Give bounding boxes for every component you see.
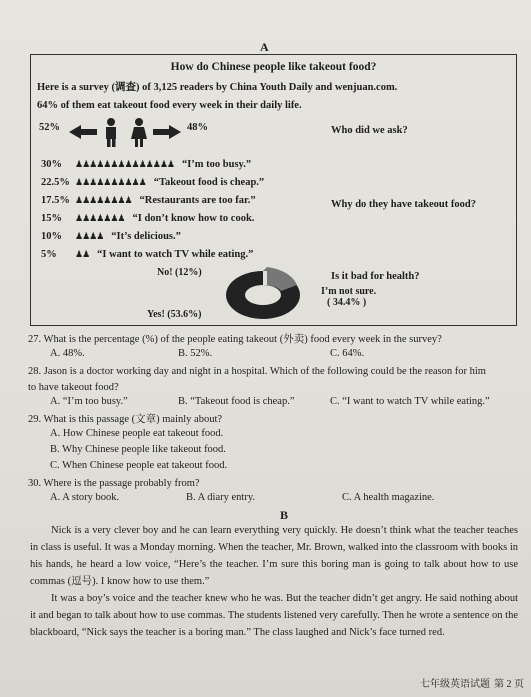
reason-row (41, 213, 254, 224)
reason-text: “I want to watch TV while eating.” (97, 249, 254, 260)
reason-text: “I’m too busy.” (181, 159, 252, 170)
question-27: 27. What is the percentage (%) of the people eating takeout (外卖) food every week in the survey? (28, 334, 442, 345)
reason-percentage: 17.5% (41, 195, 70, 206)
reason-row (41, 195, 256, 206)
health-donut-chart (223, 265, 303, 321)
question-28: 28. Jason is a doctor working day and night in a hospital. Which of the following could be the reason for him (28, 366, 486, 377)
intro-line-1: Here is a survey (调查) of 3,125 readers by China Youth Daily and wenjuan.com. (37, 82, 398, 93)
option-29-a: A. How Chinese people eat takeout food. (50, 428, 224, 439)
passage-paragraph-2: It was a boy’s voice and the teacher knew who he was. But the teacher didn’t get angry. He said nothing about it and began to talk about how to use commas. The students listened very carefully. Then he wrote a sentence on the blackboard, “Nick says the teacher is a boring man.” The class laughed and Nick’s face turned red. (30, 593, 518, 638)
question-why: Why do they have takeout food? (331, 199, 476, 210)
reason-row (41, 249, 253, 260)
option-29-b: B. Why Chinese people like takeout food. (50, 444, 226, 455)
reason-row (41, 177, 264, 188)
reason-percentage: 15% (41, 213, 62, 224)
survey-title: How do Chinese people like takeout food? (170, 61, 377, 73)
survey-intro (37, 79, 397, 115)
option-29-c: C. When Chinese people eat takeout food. (50, 460, 228, 471)
intro-line-2: 64% of them eat takeout food every week in their daily life. (37, 100, 302, 111)
reason-percentage: 10% (41, 231, 62, 242)
option-27-b: B. 52%. (178, 348, 213, 359)
reason-text: “I don’t know how to cook. (132, 213, 255, 224)
people-bar-icon: ♟♟♟♟♟♟♟♟♟♟ (75, 178, 146, 188)
option-28-b: B. “Takeout food is cheap.” (178, 396, 295, 407)
reason-percentage: 30% (41, 159, 62, 170)
option-28-a: A. “I’m too busy.” (50, 396, 128, 407)
gender-figures-icon (67, 117, 183, 147)
option-30-b: B. A diary entry. (186, 492, 256, 503)
pie-label-no: No! (12%) (157, 267, 202, 278)
passage-paragraph-1: Nick is a very clever boy and he can learn everything very quickly. He doesn’t think what the teacher teaches in class is useful. It was a Monday morning. When the teacher, Mr. Brown, walked into the classroom with books in his hands, he heard a low voice, “Here’s the teacher. I’m sure this boring man is going to talk about how to use commas (逗号). I know how to use them.” (30, 525, 518, 587)
pie-label-not-sure-pct: ( 34.4% ) (327, 297, 367, 308)
footer-page-number: 第 2 页 (494, 679, 524, 690)
option-30-a: A. A story book. (50, 492, 120, 503)
survey-infographic (30, 54, 517, 326)
question-29: 29. What is this passage (文章) mainly about? (28, 414, 223, 425)
reason-text: “Takeout food is cheap.” (153, 177, 265, 188)
question-28-continued: to have takeout food? (28, 382, 119, 393)
people-bar-icon: ♟♟ (75, 250, 90, 260)
option-28-c: C. “I want to watch TV while eating.” (330, 396, 490, 407)
reason-percentage: 5% (41, 249, 57, 260)
pie-label-yes: Yes! (53.6%) (147, 309, 202, 320)
section-b-heading: B (280, 508, 289, 522)
left-percentage: 52% (39, 122, 60, 133)
pie-label-not-sure: I’m not sure. (321, 286, 377, 297)
option-30-c: C. A health magazine. (342, 492, 435, 503)
people-bar-icon: ♟♟♟♟ (75, 232, 104, 242)
reason-row (41, 159, 251, 170)
question-who: Who did we ask? (331, 125, 408, 136)
option-27-a: A. 48%. (50, 348, 85, 359)
right-percentage: 48% (187, 122, 208, 133)
option-27-c: C. 64%. (330, 348, 365, 359)
reason-row (41, 231, 181, 242)
question-health: Is it bad for health? (331, 271, 420, 282)
section-a-heading: A (260, 40, 269, 54)
question-30: 30. Where is the passage probably from? (28, 478, 200, 489)
reason-percentage: 22.5% (41, 177, 70, 188)
people-bar-icon: ♟♟♟♟♟♟♟ (75, 214, 125, 224)
people-bar-icon: ♟♟♟♟♟♟♟♟♟♟♟♟♟♟ (75, 160, 174, 170)
reason-text: “It’s delicious.” (111, 231, 181, 242)
footer-exam-title: 七年级英语试题 (420, 679, 490, 690)
reason-text: “Restaurants are too far.” (139, 195, 256, 206)
people-bar-icon: ♟♟♟♟♟♟♟♟ (75, 196, 132, 206)
